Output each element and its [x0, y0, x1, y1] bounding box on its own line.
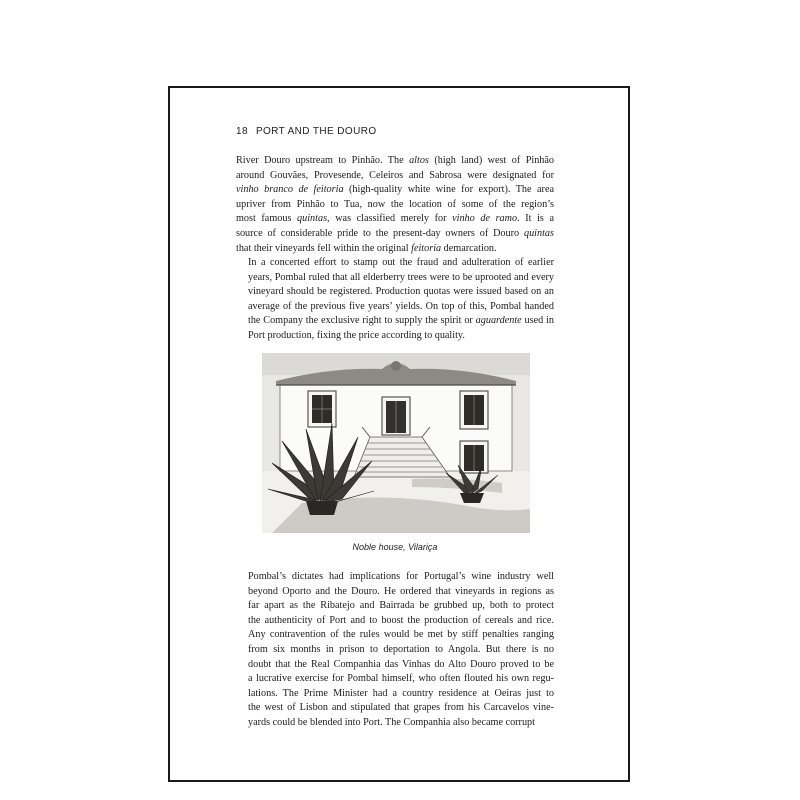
text-line: doubt that the Real Companhia das Vinhas do Alto Douro proved to be	[248, 658, 554, 670]
paragraph-3	[236, 570, 554, 731]
book-page	[168, 86, 630, 782]
italic-term: altos	[409, 155, 429, 166]
paragraph-1	[236, 154, 554, 256]
text-line: vinho branco de feitoria (high-quality white wine for export). The area	[236, 184, 554, 196]
text-line: Pombal’s dictates had implications for Portugal’s wine industry well	[248, 571, 554, 582]
text-line: the west of Lisbon and stipulated that grapes from his Carcavelos vine-	[248, 702, 554, 714]
text-line: Port production, fixing the price according to quality.	[248, 329, 465, 341]
running-title: PORT AND THE DOURO	[255, 126, 377, 137]
text-line: that their vineyards fell within the original feitoria demarcation.	[236, 242, 497, 254]
text-line: River Douro upstream to Pinhão. The altos (high land) west of Pinhão	[236, 155, 554, 166]
italic-term: aguardente	[475, 315, 522, 327]
text-line: far apart as the Ribatejo and Bairrada be grubbed up, both to protect	[248, 600, 554, 612]
text-line: from six months in prison to deportation to Angola. But there is no	[248, 643, 554, 655]
italic-term: quintas	[523, 227, 554, 239]
text-line: Any contravention of the rules would be met by stiff penalties ranging	[248, 629, 554, 641]
page-number: 18	[236, 126, 248, 137]
text-line: source of considerable pride to the present-day owners of Douro quintas	[236, 227, 554, 239]
paragraph-2	[236, 256, 554, 344]
noble-house-illustration	[262, 353, 530, 533]
text-line: beyond Oporto and the Douro. He ordered that vineyards in regions as	[248, 585, 554, 597]
text-line: years, Pombal ruled that all elderberry trees were to be uprooted and every	[248, 271, 554, 283]
figure-caption: Noble house, Vilariça	[352, 542, 438, 552]
text-line: vineyard should be registered. Production quotas were issued based on an	[248, 286, 554, 298]
running-head	[236, 126, 377, 137]
text-line: around Gouvães, Provesende, Celeiros and Sabrosa were designated for	[236, 169, 554, 181]
text-line: the authenticity of Port and to boost the production of cereals and rice.	[248, 614, 554, 626]
text-line: In a concerted effort to stamp out the fraud and adulteration of earlier	[248, 257, 554, 268]
text-line: yards could be blended into Port. The Companhia also became corrupt	[248, 716, 535, 728]
text-line: a lucrative exercise for Pombal himself, who often flouted his own regu-	[248, 673, 554, 685]
text-line: most famous quintas, was classified merely for vinho de ramo. It is a	[236, 213, 555, 225]
italic-term: quintas	[297, 213, 328, 225]
text-line: average of the previous five years’ yields. On top of this, Pombal handed	[248, 300, 554, 312]
text-line: the Company the exclusive right to supply the spirit or aguardente used in	[248, 315, 554, 327]
italic-term: vinho de ramo	[452, 213, 518, 225]
text-line: upriver from Pinhão to Tua, now the location of some of the region’s	[236, 198, 554, 210]
italic-term: vinho branco de feitoria	[236, 184, 344, 196]
text-line: lations. The Prime Minister had a country residence at Oeiras just to	[248, 687, 554, 699]
italic-term: feitoria	[411, 242, 442, 254]
